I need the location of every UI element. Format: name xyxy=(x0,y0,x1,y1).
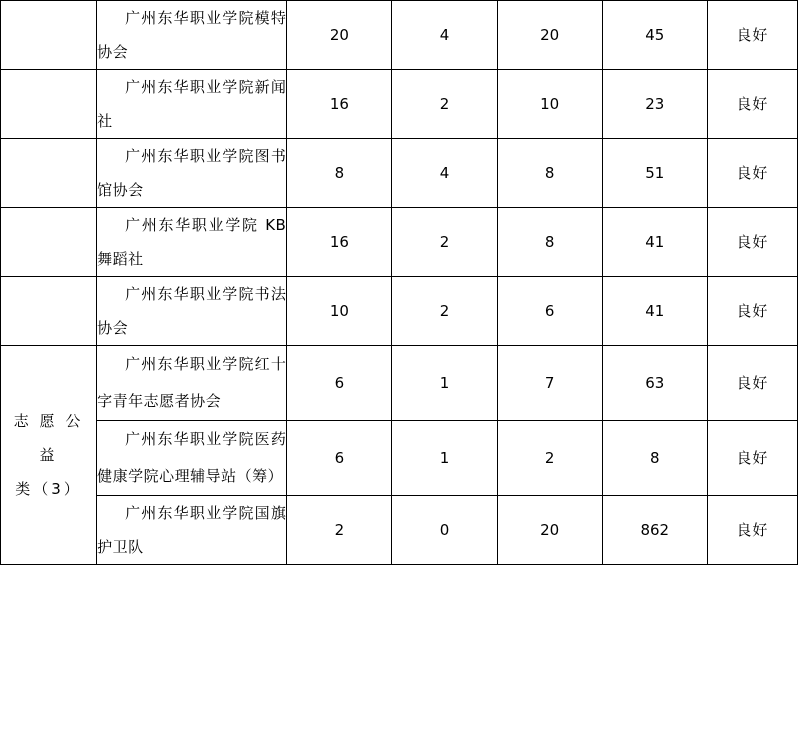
value-num3: 8 xyxy=(497,208,602,277)
rating-value: 良好 xyxy=(707,139,797,208)
table-row xyxy=(1,70,798,139)
value-num1: 20 xyxy=(287,1,392,70)
value-num4: 45 xyxy=(602,1,707,70)
value-num4: 51 xyxy=(602,139,707,208)
rating-value: 良好 xyxy=(707,277,797,346)
value-num3: 8 xyxy=(497,139,602,208)
value-num4: 23 xyxy=(602,70,707,139)
table-row xyxy=(1,346,798,421)
value-num4: 8 xyxy=(602,421,707,496)
rating-value: 良好 xyxy=(707,421,797,496)
table-row xyxy=(1,139,798,208)
rating-value: 良好 xyxy=(707,70,797,139)
value-num1: 8 xyxy=(287,139,392,208)
value-num2: 4 xyxy=(392,139,497,208)
value-num4: 41 xyxy=(602,208,707,277)
organization-name: 广州东华职业学院医药健康学院心理辅导站（筹） xyxy=(97,421,287,496)
table-row xyxy=(1,496,798,565)
table-row xyxy=(1,421,798,496)
value-num1: 16 xyxy=(287,208,392,277)
organization-name: 广州东华职业学院 KB 舞蹈社 xyxy=(97,208,287,277)
value-num2: 0 xyxy=(392,496,497,565)
organization-name: 广州东华职业学院模特协会 xyxy=(97,1,287,70)
table-row xyxy=(1,208,798,277)
value-num2: 1 xyxy=(392,421,497,496)
value-num4: 41 xyxy=(602,277,707,346)
value-num3: 20 xyxy=(497,496,602,565)
organization-name: 广州东华职业学院图书馆协会 xyxy=(97,139,287,208)
value-num2: 4 xyxy=(392,1,497,70)
category-cell-empty xyxy=(1,208,97,277)
value-num4: 63 xyxy=(602,346,707,421)
organization-name: 广州东华职业学院书法协会 xyxy=(97,277,287,346)
rating-value: 良好 xyxy=(707,346,797,421)
organization-name: 广州东华职业学院国旗护卫队 xyxy=(97,496,287,565)
category-line-2: 类（3） xyxy=(15,480,82,498)
value-num3: 7 xyxy=(497,346,602,421)
category-line-1: 志 愿 公 益 xyxy=(13,412,84,464)
value-num2: 2 xyxy=(392,70,497,139)
category-cell-empty xyxy=(1,139,97,208)
value-num3: 2 xyxy=(497,421,602,496)
value-num1: 2 xyxy=(287,496,392,565)
value-num2: 2 xyxy=(392,277,497,346)
rating-value: 良好 xyxy=(707,496,797,565)
table-row xyxy=(1,1,798,70)
category-cell-empty xyxy=(1,277,97,346)
organization-name: 广州东华职业学院红十字青年志愿者协会 xyxy=(97,346,287,421)
category-cell-empty xyxy=(1,1,97,70)
organization-name: 广州东华职业学院新闻社 xyxy=(97,70,287,139)
value-num1: 6 xyxy=(287,346,392,421)
table-row xyxy=(1,277,798,346)
value-num2: 2 xyxy=(392,208,497,277)
value-num1: 16 xyxy=(287,70,392,139)
value-num3: 6 xyxy=(497,277,602,346)
category-cell-empty xyxy=(1,70,97,139)
value-num4: 862 xyxy=(602,496,707,565)
rating-value: 良好 xyxy=(707,208,797,277)
rating-value: 良好 xyxy=(707,1,797,70)
value-num2: 1 xyxy=(392,346,497,421)
value-num1: 6 xyxy=(287,421,392,496)
value-num3: 20 xyxy=(497,1,602,70)
value-num1: 10 xyxy=(287,277,392,346)
category-label-volunteer-public-welfare xyxy=(1,346,97,565)
value-num3: 10 xyxy=(497,70,602,139)
